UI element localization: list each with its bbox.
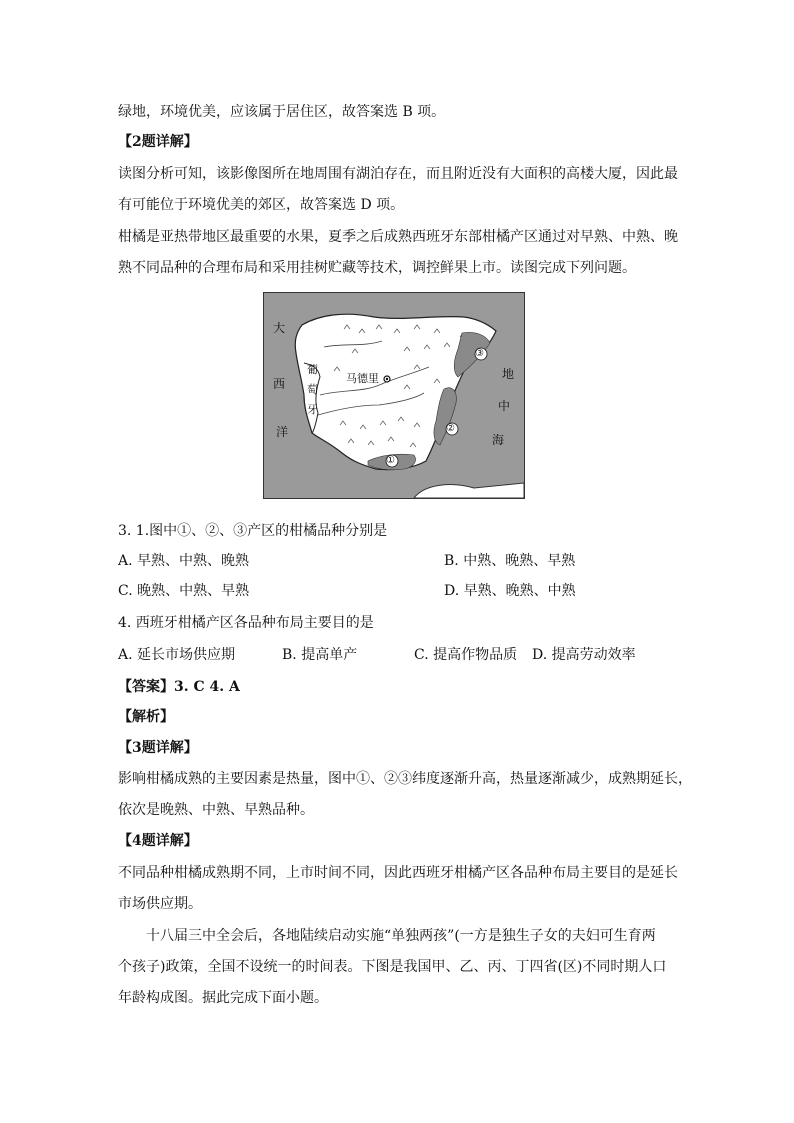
text-line: 个孩子)政策，全国不设统一的时间表。下图是我国甲、乙、丙、丁四省(区)不同时期人口 (118, 959, 667, 975)
analysis-heading: 【解析】 (118, 709, 174, 725)
text-line: 年龄构成图。据此完成下面小题。 (118, 990, 328, 1006)
text-line: 不同品种柑橘成熟期不同，上市时间不同，因此西班牙柑橘产区各品种布局主要目的是延长 (118, 865, 678, 881)
map-label-ocean: 洋 (276, 425, 289, 439)
section-heading-q4: 【4题详解】 (118, 833, 198, 849)
q4-option-a: A. 延长市场供应期 (118, 647, 236, 663)
q3-option-c: C. 晚熟、中熟、早熟 (118, 583, 250, 599)
map-svg (264, 293, 524, 498)
map-label-portugal: 牙 (307, 403, 318, 416)
answer-line: 【答案】3. C 4. A (118, 679, 240, 695)
text-line: 十八届三中全会后，各地陆续启动实施“单独两孩”(一方是独生子女的夫妇可生育两 (146, 928, 656, 944)
map-label-portugal: 葡 (307, 363, 318, 376)
section-heading-q3: 【3题详解】 (118, 740, 198, 756)
map-label-ocean: 大 (273, 321, 286, 335)
map-label-sea: 海 (492, 433, 505, 447)
intro-text: 熟不同品种的合理布局和采用挂树贮藏等技术，调控鲜果上市。读图完成下列问题。 (118, 260, 636, 276)
q4-option-d: D. 提高劳动效率 (532, 647, 636, 663)
text-line: 有可能位于环境优美的郊区，故答案选 D 项。 (118, 197, 405, 213)
map-label-zone-3: ③ (475, 348, 484, 359)
question-4: 4. 西班牙柑橘产区各品种布局主要目的是 (118, 615, 374, 631)
map-label-sea: 地 (502, 367, 515, 381)
q4-option-c: C. 提高作物品质 (414, 647, 518, 663)
iberia-citrus-map (263, 292, 525, 499)
text-line: 影响柑橘成熟的主要因素是热量，图中①、②③纬度逐渐升高，热量逐渐减少，成熟期延长， (118, 771, 692, 787)
section-heading-q2: 【2题详解】 (118, 134, 198, 150)
intro-text: 柑橘是亚热带地区最重要的水果，夏季之后成熟西班牙东部柑橘产区通过对早熟、中熟、晚 (118, 229, 678, 245)
text-line: 绿地，环境优美，应该属于居住区，故答案选 B 项。 (118, 104, 446, 120)
text-line: 依次是晚熟、中熟、早熟品种。 (118, 802, 314, 818)
map-label-capital: 马德里 (346, 372, 379, 385)
text-line: 市场供应期。 (118, 896, 202, 912)
q3-option-a: A. 早熟、中熟、晚熟 (118, 553, 250, 569)
question-3: 3. 1.图中①、②、③产区的柑橘品种分别是 (118, 523, 388, 539)
map-label-ocean: 西 (273, 377, 286, 391)
q4-option-b: B. 提高单产 (282, 647, 358, 663)
map-label-zone-1: ① (386, 455, 395, 466)
text-line: 读图分析可知，该影像图所在地周围有湖泊存在，而且附近没有大面积的高楼大厦，因此最 (118, 166, 678, 182)
map-label-zone-2: ② (446, 423, 455, 434)
map-label-portugal: 萄 (307, 383, 318, 396)
africa-coast (414, 483, 524, 498)
map-label-sea: 中 (498, 399, 511, 413)
q3-option-b: B. 中熟、晚熟、早熟 (444, 553, 576, 569)
q3-option-d: D. 早熟、晚熟、中熟 (444, 583, 576, 599)
